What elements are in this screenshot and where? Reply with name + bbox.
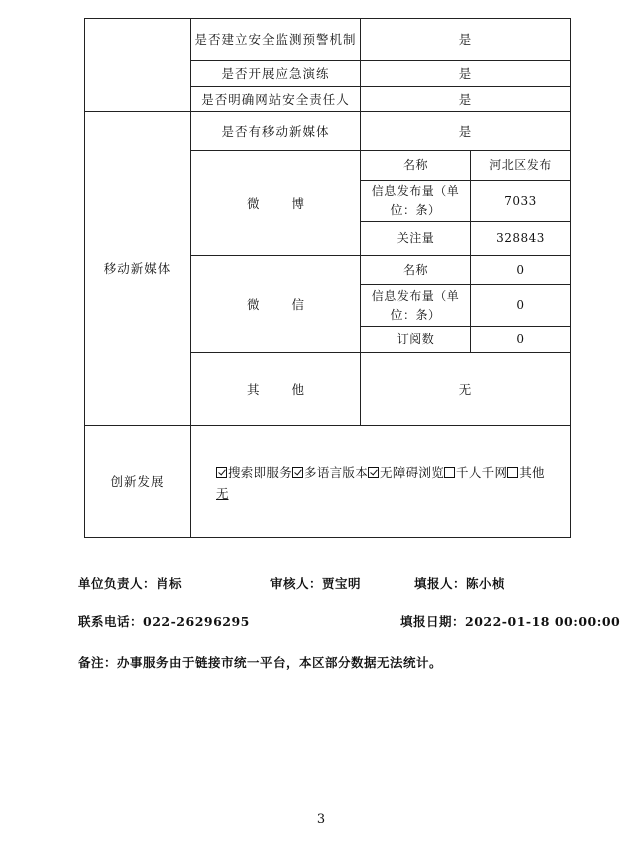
checkbox-empty-icon[interactable] — [507, 467, 518, 478]
drill-label: 是否开展应急演练 — [221, 66, 330, 81]
innovation-options — [216, 462, 568, 504]
wechat-posts-label: 信息发布量（单位：条） — [371, 288, 460, 322]
wechat-subs-value: 0 — [516, 332, 525, 346]
responsible-label: 是否明确网站安全责任人 — [201, 91, 350, 107]
checkbox-checked-icon[interactable] — [292, 467, 303, 478]
wechat-label: 微 信 — [247, 296, 318, 312]
monitoring-value: 是 — [458, 32, 473, 47]
has-media-label: 是否有移动新媒体 — [221, 123, 330, 139]
option-personalized[interactable]: 千人千网 — [444, 465, 507, 480]
innovation-other-text: 无 — [216, 486, 229, 501]
reviewer: 审核人：贾宝明 — [270, 576, 362, 591]
checkbox-empty-icon[interactable] — [444, 467, 455, 478]
weibo-label: 微 博 — [247, 195, 318, 211]
has-media-value: 是 — [458, 123, 473, 139]
fill-date: 填报日期：2022-01-18 00:00:00 — [400, 614, 621, 629]
weibo-name-value: 河北区发布 — [489, 158, 552, 172]
weibo-posts-value: 7033 — [504, 193, 537, 208]
weibo-name-label: 名称 — [402, 158, 428, 172]
weibo-followers-value: 328843 — [496, 231, 545, 245]
checkbox-checked-icon[interactable] — [216, 467, 227, 478]
drill-value: 是 — [458, 66, 473, 81]
option-accessibility[interactable]: 无障碍浏览 — [368, 465, 444, 480]
option-search-service[interactable]: 搜索即服务 — [216, 465, 292, 480]
option-multilingual[interactable]: 多语言版本 — [292, 465, 368, 480]
wechat-posts-value: 0 — [516, 298, 525, 312]
innovation-label: 创新发展 — [110, 474, 165, 489]
filler: 填报人：陈小桢 — [414, 576, 506, 591]
responsible-value: 是 — [458, 91, 473, 107]
monitoring-label: 是否建立安全监测预警机制 — [194, 32, 357, 47]
remark: 备注：办事服务由于链接市统一平台，本区部分数据无法统计。 — [78, 655, 443, 670]
contact-phone: 联系电话：022-26296295 — [78, 614, 250, 629]
mobile-media-label: 移动新媒体 — [103, 261, 172, 276]
page-number: 3 — [316, 812, 326, 827]
other-value: 无 — [458, 381, 473, 397]
weibo-posts-label: 信息发布量（单位：条） — [371, 184, 460, 217]
weibo-followers-label: 关注量 — [396, 231, 435, 245]
option-other[interactable]: 其他 — [507, 465, 545, 480]
other-label: 其 他 — [247, 381, 318, 397]
wechat-name-label: 名称 — [402, 262, 428, 277]
wechat-subs-label: 订阅数 — [396, 332, 435, 346]
checkbox-checked-icon[interactable] — [368, 467, 379, 478]
unit-head: 单位负责人：肖标 — [78, 576, 183, 591]
wechat-name-value: 0 — [516, 262, 525, 277]
